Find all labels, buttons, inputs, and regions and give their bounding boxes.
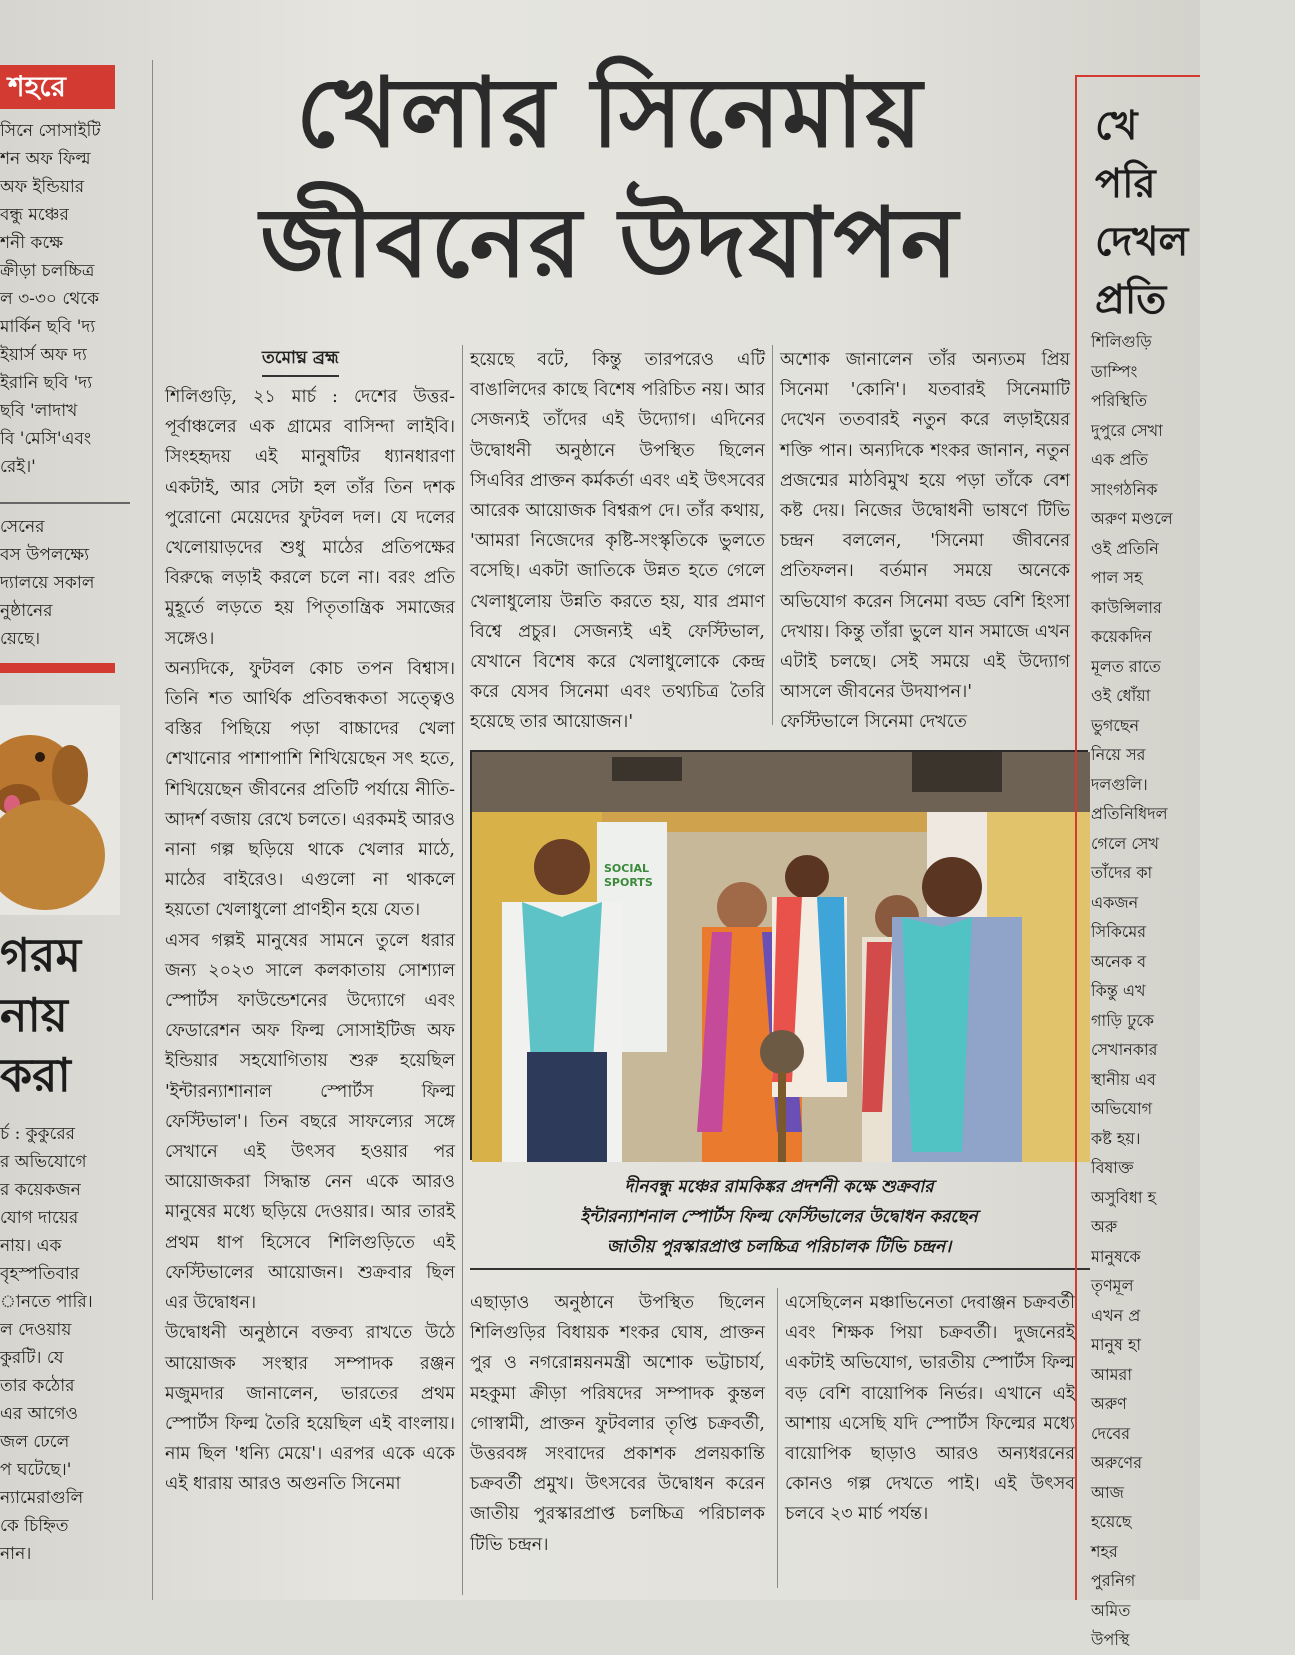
column-rule — [152, 60, 153, 1600]
article-column-3: অশোক জানালেন তাঁর অন্যতম প্রিয় সিনেমা 'কোনি'। যতবারই সিনেমাটি দেখেন ততবারই নতুন করে লড়াইয়ের শক্তি পান। অন্যদিকে শংকর জানান, নতুন প্রজন্মের মাঠবিমুখ হয়ে পড়া তাঁকে বেশ কষ্ট দেয়। নিজের উদ্বোধনী ভাষণে টিভি চন্দ্রন বললেন, 'সিনেমা জীবনের প্রতিফলন। বর্তমান সময়ে অনেকে অভিযোগ করেন সিনেমা বড্ড বেশি হিংসা দেখায়। কিন্তু তাঁরা ভুলে যান সমাজে এখন এটাই চলছে। সেই সময়ে এই উদ্যোগ আসলে জীবনের উদযাপন।' ফেস্টিভালে সিনেমা দেখতে — [780, 350, 1070, 733]
right-headline: খে পরি দেখল প্রতি — [1095, 103, 1189, 323]
article-column-4: এছাড়াও অনুষ্ঠানে উপস্থিত ছিলেন শিলিগুড়ির বিধায়ক শংকর ঘোষ, প্রাক্তন পুর ও নগরোন্নয়নমন্ত্রী অশোক ভট্টাচার্য, মহকুমা ক্রীড়া পরিষদের সম্পাদক কুন্তল গোস্বামী, প্রাক্তন ফুটবলার তৃপ্তি চক্রবর্তী, উত্তরবঙ্গ সংবাদের প্রকাশক প্রলয়কান্তি চক্রবর্তী প্রমুখ। উৎসবের উদ্বোধন করেন জাতীয় পুরস্কারপ্রাপ্ত চলচ্চিত্র পরিচালক টিভি চন্দ্রন। — [470, 1293, 765, 1555]
left-brief-text-2: সেনের বস উপলক্ষ্যে দ্যালয়ে সকাল নুষ্ঠানের য়েছে। — [0, 517, 95, 649]
column-rule — [462, 345, 463, 1595]
byline: তমোঘ্ন ব্রহ্ম — [262, 345, 339, 377]
divider — [0, 502, 130, 504]
banner-text: SPORTS — [604, 876, 653, 889]
right-story-text: শিলিগুড়ি ডাম্পিং পরিস্থিতি দুপুরে সেখা এক প্রতি সাংগঠনিক অরুণ মণ্ডলে ওই প্রতিনি পাল সহ কাউন্সিলার কয়েকদিন মূলত রাতে ওই ধোঁয়া ভুগছেন নিয়ে সর দলগুলি। প্রতিনিধিদল গেলে সেখ তাঁদের কা একজন সিকিমের অনেক ব কিন্তু এখ গাড়ি ঢুকে সেখানকার স্থানীয় এব অভিযোগ কষ্ট হয়। বিষাক্ত অসুবিধা হ অরু মানুষকে তৃণমূল এখন প্র মানুষ হা আমরা অরুণ দেবের অরুণের আজ হয়েছে শহর পুরনিগ অমিত উপস্থি — [1091, 332, 1173, 1649]
column-rule — [772, 345, 773, 725]
banner-text: SOCIAL — [604, 862, 649, 875]
column-rule — [777, 1288, 778, 1588]
article-column-2: হয়েছে বটে, কিন্তু তারপরেও এটি বাঙালিদের কাছে বিশেষ পরিচিত নয়। আর সেজন্যই তাঁদের এই উদ্যোগ। এদিনের উদ্বোধনী অনুষ্ঠানে উপস্থিত ছিলেন সিএবির প্রাক্তন কর্মকর্তা এবং এই উৎসবের আরেক আয়োজক বিশ্বরূপ দে। তাঁর কথায়, 'আমরা নিজেদের কৃষ্টি-সংস্কৃতিকে ভুলতে বসেছি। একটা জাতিকে উন্নত হতে গেলে খেলাধুলোয় উন্নতি করতে হয়, যার প্রমাণ বিশ্বে প্রচুর। সেজন্যই এই ফেস্টিভাল, যেখানে বিশেষ করে খেলাধুলোকে কেন্দ্র করে যেসব সিনেমা এবং তথ্যচিত্র তৈরি হয়েছে তার আয়োজন।' — [470, 350, 765, 733]
article-column-1: শিলিগুড়ি, ২১ মার্চ : দেশের উত্তর-পূর্বাঞ্চলের এক গ্রামের বাসিন্দা লাইবি। সিংহহৃদয় এই মানুষটির ধ্যানধারণা একটাই, আর সেটা হল তাঁর তিন দশক পুরোনো মেয়েদের ফুটবল দল। যে দলের খেলোয়াড়দের শুধু মাঠের প্রতিপক্ষের বিরুদ্ধে লড়াই করলে চলে না। বরং প্রতি মুহূর্তে লড়তে হয় পিতৃতান্ত্রিক সমাজের সঙ্গেও। অন্যদিকে, ফুটবল কোচ তপন বিশ্বাস। তিনি শত আর্থিক প্রতিবন্ধকতা সত্ত্বেও বস্তির পিছিয়ে পড়া বাচ্চাদের খেলা শেখানোর পাশাপাশি শিখিয়েছেন সৎ হতে, শিখিয়েছেন জীবনের প্রতিটি পর্যায়ে নীতি-আদর্শ বজায় রেখে চলতে। এরকমই আরও নানা গল্প ছড়িয়ে থাকে খেলার মাঠে, মাঠের বাইরেও। এগুলো না থাকলে হয়তো খেলাধুলো প্রাণহীন হয়ে যেত। এসব গল্পই মানুষের সামনে তুলে ধরার জন্য ২০২৩ সালে কলকাতায় সোশ্যাল স্পোর্টস ফাউন্ডেশনের উদ্যোগে এবং ফেডারেশন অফ ফিল্ম সোসাইটিজ অফ ইন্ডিয়ার সহযোগিতায় শুরু হয়েছিল 'ইন্টারন্যাশানাল স্পোর্টস ফিল্ম ফেস্টিভাল'। তিন বছরে সাফল্যের সঙ্গে সেখানে এই উৎসব হওয়ার পর আয়োজকরা সিদ্ধান্ত নেন একে আরও মানুষের মধ্যে ছড়িয়ে দেওয়ার। আর তারই প্রথম ধাপ হিসেবে শিলিগুড়িতে এই ফেস্টিভালের আয়োজন। শুক্রবার ছিল এর উদ্বোধন। উদ্বোধনী অনুষ্ঠানে বক্তব্য রাখতে উঠে আয়োজক সংস্থার সম্পাদক রঞ্জন মজুমদার জানালেন, ভারতের প্রথম স্পোর্টস ফিল্ম তৈরি হয়েছিল এই বাংলায়। নাম ছিল 'ধন্যি মেয়ে'। এরপর একে একে এই ধারায় আরও অগুনতি সিনেমা — [165, 387, 455, 1495]
left-brief-text: সিনে সোসাইটি শন অফ ফিল্ম অফ ইন্ডিয়ার বন্ধু মঞ্চের শনী কক্ষে ক্রীড়া চলচ্চিত্র ল ৩-৩০ থেকে মার্কিন ছবি 'দ্য ইয়ার্স অফ দ্য ইরানি ছবি 'দ্য ছবি 'লাদাখ বি 'মেসি'এবং রেই।' — [0, 121, 101, 477]
left-headline-line-2: নায় — [0, 988, 68, 1042]
left-story-text: র্চ : কুকুরের র অভিযোগে র কয়েকজন যোগ দায়ের নায়। এক বৃহস্পতিবার ানতে পারি। ল দেওয়ায় কুরটি। যে তার কঠোর এর আগেও জল ঢেলে প ঘটেছে।' ন্যামেরাগুলি কে চিহ্নিত নান। — [0, 1124, 93, 1564]
headline-line-1: খেলার সিনেমায় — [295, 57, 925, 169]
article-column-5: এসেছিলেন মঞ্চাভিনেতা দেবাঞ্জন চক্রবর্তী এবং শিক্ষক পিয়া চক্রবর্তী। দুজনেরই একটাই অভিযোগ, ভারতীয় স্পোর্টস ফিল্ম বড় বেশি বায়োপিক নির্ভর। এখানে এই আশায় এসেছি যদি স্পোর্টস ফিল্মের মধ্যে বায়োপিক ছাড়াও আরও অন্যধরনের কোনও গল্প দেখতে পাই। এই উৎসব চলবে ২৩ মার্চ পর্যন্ত। — [785, 1293, 1075, 1525]
section-kicker: শহরে — [0, 65, 115, 109]
left-adjacent-column — [0, 65, 152, 1600]
event-photo — [470, 750, 1088, 1160]
divider — [0, 663, 115, 673]
headline — [160, 48, 1060, 308]
photo-caption: দীনবন্ধু মঞ্চের রামকিঙ্কর প্রদর্শনী কক্ষে শুক্রবার ইন্টারন্যাশনাল স্পোর্টস ফিল্ম ফেস্টিভালের উদ্বোধন করছেন জাতীয় পুরস্কারপ্রাপ্ত চলচ্চিত্র পরিচালক টিভি চন্দ্রন। — [580, 1177, 978, 1257]
right-adjacent-column — [1075, 75, 1200, 1649]
left-headline-line-3: করা — [0, 1048, 71, 1102]
headline-line-2: জীবনের উদযাপন — [260, 187, 960, 299]
left-headline-line-1: গরম — [0, 928, 81, 982]
dog-photo — [0, 705, 120, 915]
divider — [470, 1268, 1090, 1270]
